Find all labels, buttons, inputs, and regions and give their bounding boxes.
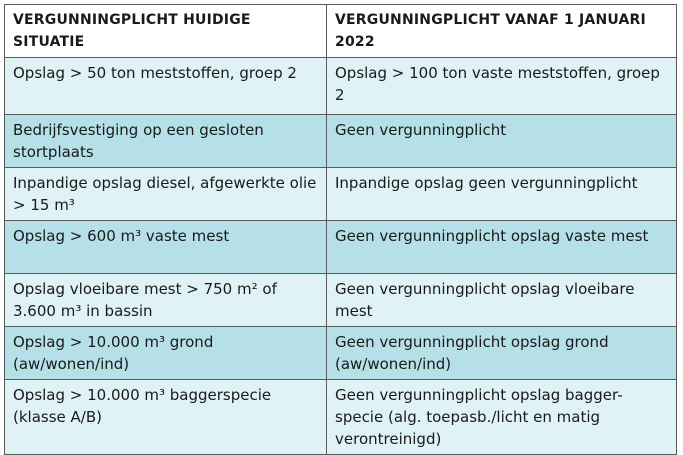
cell-current: Opslag > 600 m³ vaste mest xyxy=(5,221,327,274)
table-row xyxy=(5,380,677,455)
cell-future: Geen vergunningplicht opslag vloeibare mest xyxy=(327,274,677,327)
cell-current: Opslag > 10.000 m³ grond (aw/wonen/ind) xyxy=(5,327,327,380)
table-row xyxy=(5,327,677,380)
cell-current: Opslag vloeibare mest > 750 m² of 3.600 m³ in bassin xyxy=(5,274,327,327)
header-current-situation: VERGUNNINGPLICHT HUIDIGE SITUATIE xyxy=(5,5,327,58)
cell-current: Opslag > 10.000 m³ baggerspecie (klasse A/B) xyxy=(5,380,327,455)
cell-current: Opslag > 50 ton meststoffen, groep 2 xyxy=(5,58,327,115)
header-row xyxy=(5,5,677,58)
cell-future: Opslag > 100 ton vaste meststoffen, groep 2 xyxy=(327,58,677,115)
table-row xyxy=(5,221,677,274)
table-row xyxy=(5,274,677,327)
table-row xyxy=(5,115,677,168)
table-row xyxy=(5,58,677,115)
table-row xyxy=(5,168,677,221)
cell-future: Geen vergunningplicht opslag grond (aw/wonen/ind) xyxy=(327,327,677,380)
cell-future: Geen vergunningplicht opslag bagger-specie (alg. toepasb./licht en matig verontreinigd) xyxy=(327,380,677,455)
permit-comparison-table xyxy=(4,4,677,455)
header-from-2022: VERGUNNINGPLICHT VANAF 1 JANUARI 2022 xyxy=(327,5,677,58)
cell-future: Inpandige opslag geen vergunningplicht xyxy=(327,168,677,221)
cell-current: Bedrijfsvestiging op een gesloten stortplaats xyxy=(5,115,327,168)
cell-future: Geen vergunningplicht opslag vaste mest xyxy=(327,221,677,274)
cell-future: Geen vergunningplicht xyxy=(327,115,677,168)
cell-current: Inpandige opslag diesel, afgewerkte olie > 15 m³ xyxy=(5,168,327,221)
